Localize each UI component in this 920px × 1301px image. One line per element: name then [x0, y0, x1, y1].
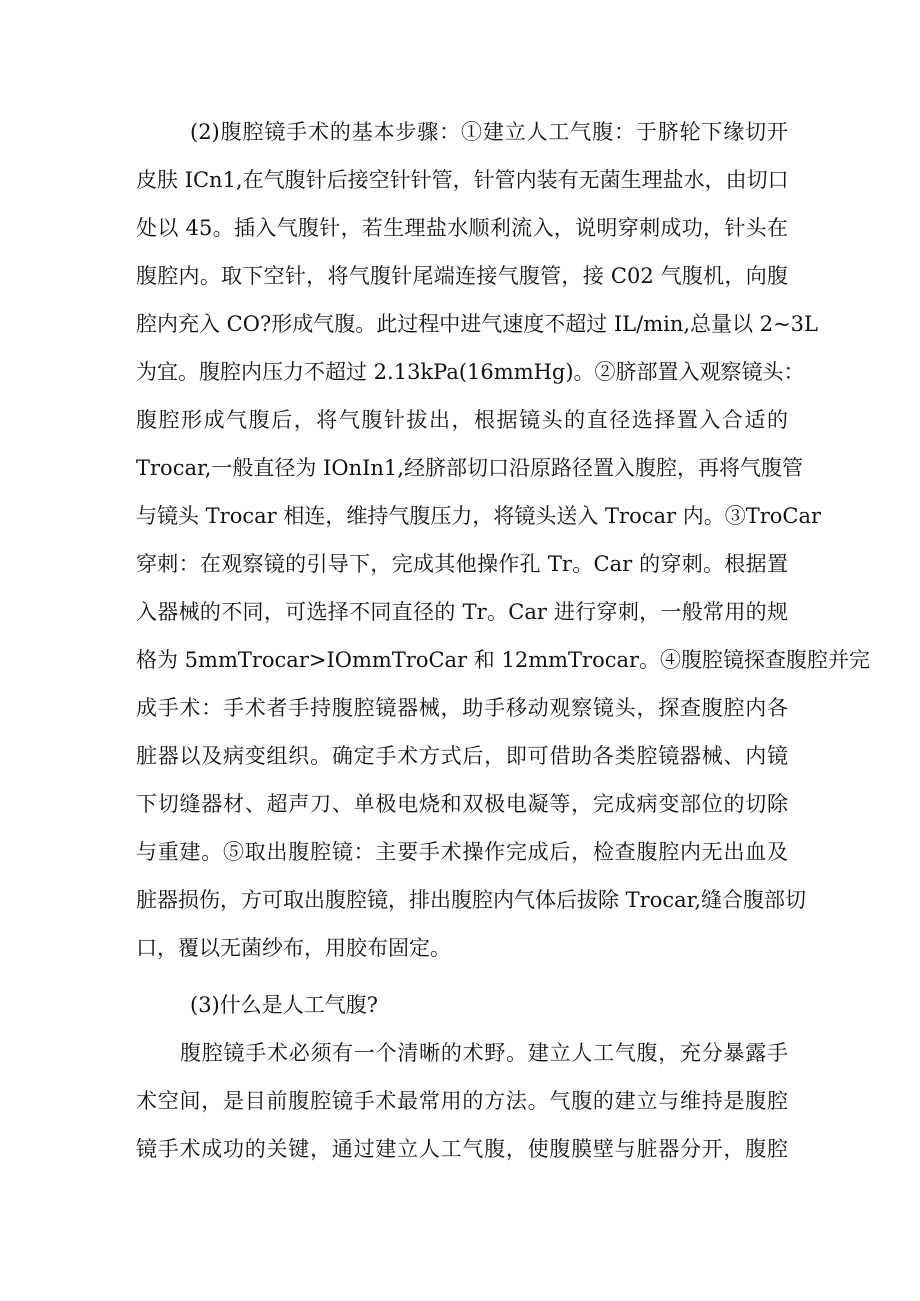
- paragraph-line: 脏器以及病变组织。确定手术方式后，即可借助各类腔镜器械、内镜: [136, 744, 788, 768]
- paragraph-line: 穿刺：在观察镜的引导下，完成其他操作孔 Tr。Car 的穿刺。根据置: [136, 552, 788, 576]
- section-heading: (3)什么是人工气腹?: [190, 993, 379, 1017]
- paragraph-line: 为宜。腹腔内压力不超过 2.13kPa(16mmHg)。②脐部置入观察镜头：: [136, 360, 805, 384]
- paragraph-line: 下切缝器材、超声刀、单极电烧和双极电凝等，完成病变部位的切除: [136, 792, 788, 816]
- paragraph-line: 腹腔镜手术必须有一个清晰的术野。建立人工气腹，充分暴露手: [180, 1041, 788, 1065]
- paragraph-line: 与镜头 Trocar 相连，维持气腹压力，将镜头送入 Trocar 内。③TroCar: [136, 504, 822, 528]
- paragraph-line: 腔内充入 CO?形成气腹。此过程中进气速度不超过 IL/min,总量以 2~3L: [136, 312, 818, 336]
- paragraph-line: 脏器损伤，方可取出腹腔镜，排出腹腔内气体后拔除 Trocar,缝合腹部切: [136, 888, 807, 912]
- paragraph-line: 镜手术成功的关键，通过建立人工气腹，使腹膜壁与脏器分开，腹腔: [136, 1137, 788, 1161]
- paragraph-line: 入器械的不同，可选择不同直径的 Tr。Car 进行穿刺，一般常用的规: [136, 600, 788, 624]
- paragraph-line: 格为 5mmTrocar>IOmmTroCar 和 12mmTrocar。④腹腔镜探查腹腔并完: [136, 648, 871, 672]
- paragraph-line: 术空间，是目前腹腔镜手术最常用的方法。气腹的建立与维持是腹腔: [136, 1089, 788, 1113]
- paragraph-line: 处以 45。插入气腹针，若生理盐水顺利流入，说明穿刺成功，针头在: [136, 216, 788, 240]
- paragraph-line: 腹腔形成气腹后，将气腹针拔出，根据镜头的直径选择置入合适的: [136, 408, 788, 432]
- paragraph-line: 与重建。⑤取出腹腔镜：主要手术操作完成后，检查腹腔内无出血及: [136, 840, 788, 864]
- paragraph-line: 皮肤 ICn1,在气腹针后接空针针管，针管内装有无菌生理盐水，由切口: [136, 168, 789, 192]
- paragraph-line: 成手术：手术者手持腹腔镜器械，助手移动观察镜头，探查腹腔内各: [136, 696, 788, 720]
- paragraph-line: 腹腔内。取下空针，将气腹针尾端连接气腹管，接 C02 气腹机，向腹: [136, 264, 788, 288]
- paragraph-line: 口，覆以无菌纱布，用胶布固定。: [136, 936, 451, 960]
- paragraph-line: (2)腹腔镜手术的基本步骤：①建立人工气腹：于脐轮下缘切开: [190, 120, 788, 144]
- paragraph-line: Trocar,一般直径为 IOnIn1,经脐部切口沿原路径置入腹腔，再将气腹管: [136, 456, 803, 480]
